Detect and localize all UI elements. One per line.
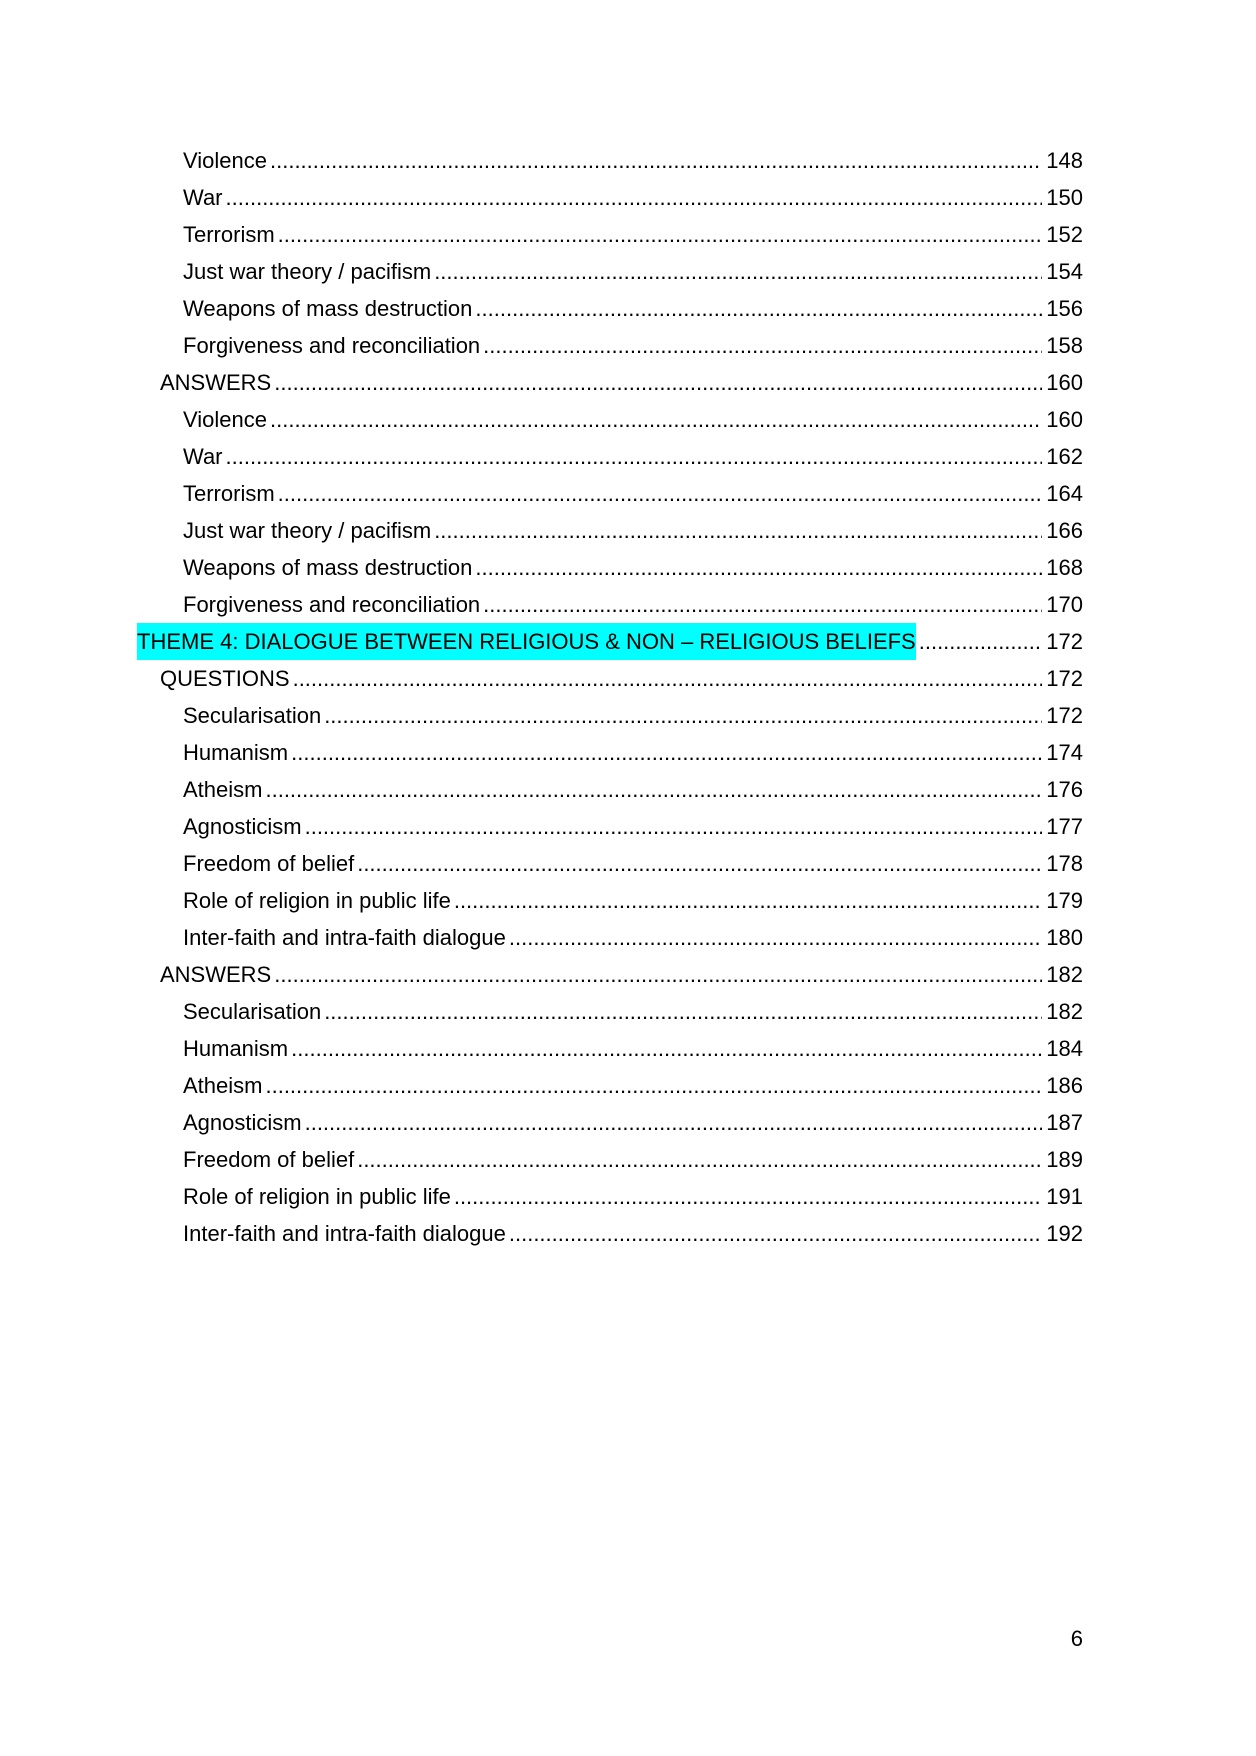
toc-entry-label: Atheism xyxy=(183,777,263,802)
toc-dot-leader xyxy=(434,512,1042,549)
toc-dot-leader xyxy=(278,216,1043,253)
toc-entry[interactable] xyxy=(0,697,1256,734)
toc-entry[interactable] xyxy=(0,882,1256,919)
toc-entry-label: Inter-faith and intra-faith dialogue xyxy=(183,925,506,950)
toc-entry-label: QUESTIONS xyxy=(160,666,290,691)
toc-entry-label: Freedom of belief xyxy=(183,1147,355,1172)
toc-entry-label: Humanism xyxy=(183,1036,289,1061)
toc-entry[interactable] xyxy=(0,1215,1256,1252)
toc-dot-leader xyxy=(919,623,1043,660)
toc-dot-leader xyxy=(270,142,1042,179)
toc-dot-leader xyxy=(483,327,1042,364)
toc-entry-label: Secularisation xyxy=(183,703,322,728)
toc-entry[interactable] xyxy=(0,327,1256,364)
toc-entry[interactable] xyxy=(0,734,1256,771)
toc-dot-leader xyxy=(265,771,1042,808)
toc-entry-label: ANSWERS xyxy=(160,370,272,395)
toc-entry-page: 168 xyxy=(1046,555,1083,580)
toc-entry-page: 172 xyxy=(1046,703,1083,728)
toc-entry-page: 178 xyxy=(1046,851,1083,876)
toc-dot-leader xyxy=(226,438,1043,475)
toc-entry-page: 182 xyxy=(1046,999,1083,1024)
toc-entry-label: Terrorism xyxy=(183,222,275,247)
toc-entry[interactable] xyxy=(0,438,1256,475)
toc-entry-page: 166 xyxy=(1046,518,1083,543)
toc-entry-page: 192 xyxy=(1046,1221,1083,1246)
toc-entry-page: 160 xyxy=(1046,370,1083,395)
toc-entry-label: Terrorism xyxy=(183,481,275,506)
toc-dot-leader xyxy=(324,993,1042,1030)
toc-dot-leader xyxy=(265,1067,1042,1104)
toc-entry-page: 179 xyxy=(1046,888,1083,913)
toc-entry[interactable] xyxy=(0,1104,1256,1141)
toc-entry-label: Forgiveness and reconciliation xyxy=(183,333,481,358)
toc-entry[interactable] xyxy=(0,401,1256,438)
toc-dot-leader xyxy=(291,1030,1042,1067)
toc-entry[interactable] xyxy=(0,1178,1256,1215)
toc-entry[interactable] xyxy=(0,216,1256,253)
toc-entry-page: 174 xyxy=(1046,740,1083,765)
toc-entry-label: Violence xyxy=(183,148,267,173)
toc-entry[interactable] xyxy=(0,179,1256,216)
toc-entry-label: Secularisation xyxy=(183,999,322,1024)
toc-dot-leader xyxy=(509,1215,1042,1252)
toc-entry-page: 182 xyxy=(1046,962,1083,987)
toc-dot-leader xyxy=(324,697,1042,734)
toc-entry-page: 170 xyxy=(1046,592,1083,617)
toc-dot-leader xyxy=(357,1141,1042,1178)
toc-dot-leader xyxy=(454,1178,1042,1215)
toc-entry[interactable] xyxy=(0,512,1256,549)
toc-entry-label: Humanism xyxy=(183,740,289,765)
toc-dot-leader xyxy=(475,290,1042,327)
toc-entry-page: 177 xyxy=(1046,814,1083,839)
toc-entry-page: 150 xyxy=(1046,185,1083,210)
toc-entry[interactable] xyxy=(0,845,1256,882)
toc-dot-leader xyxy=(305,808,1043,845)
toc-entry-page: 191 xyxy=(1046,1184,1083,1209)
toc-dot-leader xyxy=(270,401,1042,438)
toc-entry[interactable] xyxy=(0,290,1256,327)
toc-dot-leader xyxy=(483,586,1042,623)
toc-entry-page: 164 xyxy=(1046,481,1083,506)
toc-dot-leader xyxy=(293,660,1043,697)
toc-entry-label: Role of religion in public life xyxy=(183,1184,451,1209)
toc-entry-label: Atheism xyxy=(183,1073,263,1098)
toc-entry[interactable] xyxy=(0,956,1256,993)
toc-dot-leader xyxy=(274,956,1042,993)
toc-entry[interactable] xyxy=(0,623,1256,660)
toc-entry[interactable] xyxy=(0,1141,1256,1178)
toc-entry[interactable] xyxy=(0,1067,1256,1104)
toc-entry-page: 172 xyxy=(1046,666,1083,691)
toc-entry-label: Forgiveness and reconciliation xyxy=(183,592,481,617)
toc-entry-label: Violence xyxy=(183,407,267,432)
toc-entry[interactable] xyxy=(0,475,1256,512)
table-of-contents xyxy=(0,142,1256,1252)
toc-entry-page: 152 xyxy=(1046,222,1083,247)
toc-entry[interactable] xyxy=(0,549,1256,586)
toc-entry-label: Freedom of belief xyxy=(183,851,355,876)
toc-entry-label: Agnosticism xyxy=(183,814,302,839)
toc-dot-leader xyxy=(357,845,1042,882)
toc-entry-label: Just war theory / pacifism xyxy=(183,518,432,543)
toc-entry-page: 156 xyxy=(1046,296,1083,321)
toc-entry-page: 180 xyxy=(1046,925,1083,950)
toc-entry-page: 160 xyxy=(1046,407,1083,432)
toc-entry[interactable] xyxy=(0,660,1256,697)
toc-entry-label: THEME 4: DIALOGUE BETWEEN RELIGIOUS & NON – RELIGIOUS BELIEFS xyxy=(137,623,916,660)
toc-entry[interactable] xyxy=(0,142,1256,179)
toc-dot-leader xyxy=(291,734,1042,771)
toc-entry-label: Just war theory / pacifism xyxy=(183,259,432,284)
toc-entry-label: War xyxy=(183,185,223,210)
toc-entry-label: ANSWERS xyxy=(160,962,272,987)
toc-dot-leader xyxy=(454,882,1042,919)
toc-entry[interactable] xyxy=(0,993,1256,1030)
toc-dot-leader xyxy=(226,179,1043,216)
toc-entry-label: Weapons of mass destruction xyxy=(183,296,473,321)
toc-entry-label: Agnosticism xyxy=(183,1110,302,1135)
toc-dot-leader xyxy=(278,475,1043,512)
toc-entry[interactable] xyxy=(0,808,1256,845)
toc-dot-leader xyxy=(475,549,1042,586)
toc-entry-page: 158 xyxy=(1046,333,1083,358)
toc-entry[interactable] xyxy=(0,1030,1256,1067)
toc-entry[interactable] xyxy=(0,586,1256,623)
toc-entry-page: 186 xyxy=(1046,1073,1083,1098)
toc-entry-label: Weapons of mass destruction xyxy=(183,555,473,580)
toc-dot-leader xyxy=(305,1104,1043,1141)
toc-entry[interactable] xyxy=(0,771,1256,808)
toc-entry[interactable] xyxy=(0,364,1256,401)
toc-entry-page: 184 xyxy=(1046,1036,1083,1061)
toc-entry-page: 187 xyxy=(1046,1110,1083,1135)
toc-entry-label: War xyxy=(183,444,223,469)
toc-entry-page: 154 xyxy=(1046,259,1083,284)
toc-entry[interactable] xyxy=(0,919,1256,956)
toc-entry[interactable] xyxy=(0,253,1256,290)
toc-entry-page: 172 xyxy=(1046,629,1083,654)
toc-entry-page: 162 xyxy=(1046,444,1083,469)
toc-dot-leader xyxy=(434,253,1042,290)
toc-entry-label: Inter-faith and intra-faith dialogue xyxy=(183,1221,506,1246)
toc-dot-leader xyxy=(274,364,1042,401)
toc-dot-leader xyxy=(509,919,1042,956)
toc-entry-page: 176 xyxy=(1046,777,1083,802)
toc-entry-page: 148 xyxy=(1046,148,1083,173)
page-number: 6 xyxy=(1070,1626,1083,1651)
toc-entry-page: 189 xyxy=(1046,1147,1083,1172)
toc-entry-label: Role of religion in public life xyxy=(183,888,451,913)
